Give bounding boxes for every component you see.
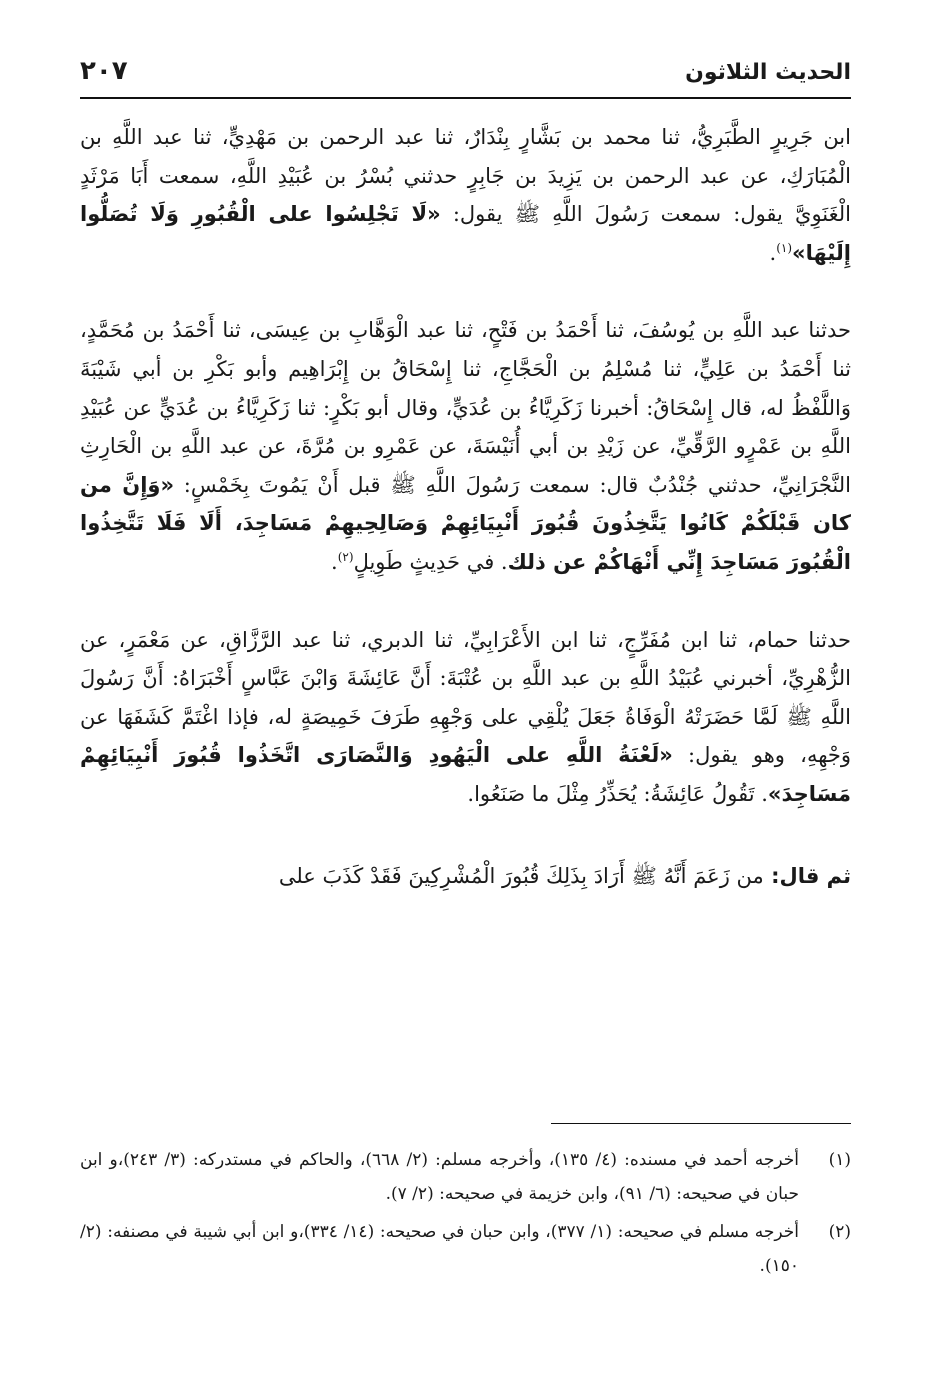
chapter-title: الحديث الثلاثون [685,60,851,85]
text-run: . تَقُولُ عَائِشَةُ: يُحَذِّرُ مِثْلَ ما صَنَعُوا. [467,781,768,806]
text-run: حدثنا حمام، ثنا ابن مُفَرِّجٍ، ثنا ابن الأَعْرَابِيِّ، ثنا الدبري، ثنا عبد الرَّزَّاقِ، عن مَعْمَرٍ، عن الزُّهْرِيِّ، أخبرني عُبَيْدُ اللَّهِ بن عبد اللَّهِ بن عُتْبَةَ: أَنَّ عَائِشَةَ وَابْنَ عَبَّاسٍ أَخْبَرَاهُ: أَنَّ رَسُولَ اللَّهِ ﷺ لَمَّا حَضَرَتْهُ الْوَفَاةُ جَعَلَ يُلْقِي على وَجْهِهِ طَرَفَ خَمِيصَةٍ له، فإذا اغْتَمَّ كَشَفَهَا عن وَجْهِهِ، وهو يقول: [80,627,852,768]
text-run: من زَعَمَ أَنَّهُ ﷺ أَرَادَ بِذَلِكَ قُبُورَ الْمُشْرِكِينَ فَقَدْ كَذَبَ على [278,863,764,888]
hadith-quote: «وَإِنَّ من كان قَبْلَكُمْ كَانُوا يَتَّخِذُونَ قُبُورَ أَنْبِيَائِهِمْ وَصَالِحِيهِمْ مَسَاجِدَ، أَلَا فَلَا تَتَّخِذُوا الْقُبُورَ مَسَاجِدَ إِنِّي أَنْهَاكُمْ عن ذلك [80,472,851,574]
footnote-text: أخرجه مسلم في صحيحه: (١/ ٣٧٧)، وابن حبان في صحيحه: (١٤/ ٣٣٤)،و ابن أبي شيبة في مصنفه: (٢/ ١٥٠). [80,1222,799,1276]
hadith-quote: «لَعْنَةُ اللَّهِ على الْيَهُودِ وَالنَّصَارَى اتَّخَذُوا قُبُورَ أَنْبِيَائِهِمْ مَسَاجِدَ» [80,743,851,806]
paragraph [80,621,851,814]
footnotes [80,1143,851,1287]
paragraph [80,857,851,896]
main-text [80,118,851,895]
footnote-ref: (٢) [337,549,354,564]
text-run: حدثنا عبد اللَّهِ بن يُوسُفَ، ثنا أَحْمَدُ بن فَتْحٍ، ثنا عبد الْوَهَّابِ بن عِيسَى، ثنا أَحْمَدُ بن مُحَمَّدٍ، ثنا أَحْمَدُ بن عَلِيٍّ، ثنا مُسْلِمُ بن الْحَجَّاجِ، ثنا إِسْحَاقُ بن إِبْرَاهِيم وأبو بَكْرِ بن أبي شَيْبَةَ وَاللَّفْظُ له، قال إِسْحَاقُ: أخبرنا زَكَرِيَّاءُ بن عُدَيٍّ، وقال أبو بَكْرٍ: ثنا زَكَرِيَّاءُ بن عُدَيٍّ عن عُبَيْدِ اللَّهِ بن عَمْرٍو الرَّقِّيِّ، عن زَيْدِ بن أبي أُنَيْسَةَ، عن عَمْرِو بن مُرَّةَ، عن عبد اللَّهِ بن الْحَارِثِ النَّجْرَانِيِّ، حدثني جُنْدُبٌ قال: سمعت رَسُولَ اللَّهِ ﷺ قبل أَنْ يَمُوتَ بِخَمْسٍ: [80,318,851,497]
footnote [80,1143,851,1211]
footnote-rule [551,1123,851,1124]
footnote-number: (٢) [828,1222,851,1242]
paragraph [80,118,851,272]
footnote [80,1215,851,1283]
text-run: . [331,549,338,574]
hadith-quote: «لَا تَجْلِسُوا على الْقُبُورِ وَلَا تُصَلُّوا إِلَيْهَا» [80,202,851,265]
hadith-quote: ثم قال: [763,863,851,888]
text-run: ابن جَرِيرٍ الطَّبَرِيُّ، ثنا محمد بن بَشَّارٍ بِنْدَارٌ، ثنا عبد الرحمن بن مَهْدِيٍّ، ثنا عبد اللَّهِ بن الْمُبَارَكِ، عن عبد الرحمن بن يَزِيدَ بن جَابِرٍ حدثني بُسْرُ بن عُبَيْدِ اللَّهِ، سمعت أَبَا مَرْثَدٍ الْغَنَوِيَّ يقول: سمعت رَسُولَ اللَّهِ ﷺ يقول: [80,125,852,227]
text-run: . في حَدِيثٍ طَوِيلٍ [353,549,508,574]
page-number: ٢٠٧ [80,56,128,86]
footnote-text: أخرجه أحمد في مسنده: (٤/ ١٣٥)، وأخرجه مسلم: (٢/ ٦٦٨)، والحاكم في مستدركه: (٣/ ٢٤٣)،و ابن حبان في صحيحه: (٦/ ٩١)، وابن خزيمة في صحيحه: (٢/ ٧). [80,1150,799,1204]
footnote-number: (١) [828,1150,851,1170]
header-rule [80,97,851,99]
footnote-ref: (١) [776,240,793,255]
paragraph [80,311,851,581]
text-run: . [769,240,777,265]
running-header [80,54,851,98]
